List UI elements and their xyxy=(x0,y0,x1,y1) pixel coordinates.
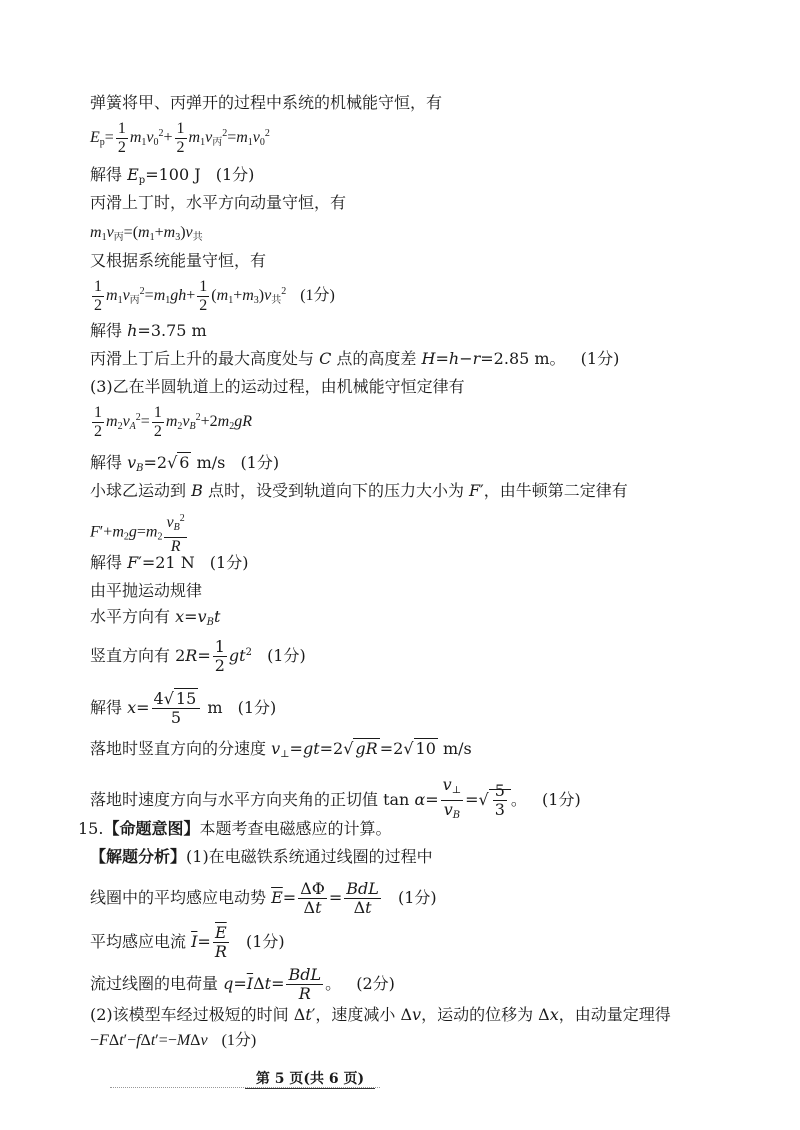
text-part-3: (3)乙在半圆轨道上的运动过程，由机械能守恒定律有 xyxy=(90,377,465,396)
equation-impulse: −FΔt′−fΔt′=−MΔv (1分) xyxy=(90,1032,257,1049)
result-tangent: 落地时速度方向与水平方向夹角的正切值 tan α= $\frac{v_\perp}{v_B}$ =√ $\frac{5}{3}$ 。 (1分) xyxy=(90,775,581,821)
equation-horizontal: 水平方向有 $x=v_Bt$ xyxy=(90,607,221,628)
question-15-intent: 15.【命题意图】本题考查电磁感应的计算。 xyxy=(78,819,392,838)
page-footer: 第 5 页(共 6 页) xyxy=(245,1068,375,1089)
text-line-16: 由平抛运动规律 xyxy=(90,581,203,600)
equation-emf: 线圈中的平均感应电动势 $\overline{E}=$ $\frac{\Delta\Phi}{\Delta t}$ = $\frac{\text{BdL}}{\Delta t}$ (1分) xyxy=(90,879,437,917)
text-line-4: 丙滑上丁时，水平方向动量守恒，有 xyxy=(90,193,347,212)
equation-momentum: $m_1v_丙=(m_1+m_3)v_共$ xyxy=(90,224,203,243)
text-line-13: 小球乙运动到 B 点时，设受到轨道向下的压力大小为 F′，由牛顿第二定律有 xyxy=(90,481,628,500)
text-line-6: 又根据系统能量守恒，有 xyxy=(90,251,267,270)
result-vertical-velocity: 落地时竖直方向的分速度 $v_\perp=gt=2√$ gR =2√ 10 m/s xyxy=(90,739,472,760)
text-line-1: 弹簧将甲、丙弹开的过程中系统的机械能守恒，有 xyxy=(90,93,443,112)
result-x: 解得 x= $\frac{4√ 15}{5}$ m (1分) xyxy=(90,689,277,727)
result-vb: 解得 $v_B=2√$ 6 m/s (1分) xyxy=(90,453,280,474)
equation-energy-system: $\frac{1}{2}$ $m_1v_丙^2=m_1gh+$ $\frac{1}{2}$ $(m_1+m_3)v_共^2$ (1分) xyxy=(94,278,335,314)
equation-vertical: 竖直方向有 2R= $\frac{1}{2}$ $gt^2$ (1分) xyxy=(90,637,306,675)
equation-newton: $F'+m_2g=m_2$ $\frac{v_B^2}{R}$ xyxy=(90,510,189,556)
analysis-heading: 【解题分析】(1)在电磁铁系统通过线圈的过程中 xyxy=(90,847,433,866)
equation-current: 平均感应电流 $\overline{I}=$ $\frac{\overline{E}}{R}$ (1分) xyxy=(90,923,285,961)
equation-energy-conservation: $E_p=$ $\frac{1}{2}$ $m_1v_0^2+$ $\frac{1}{2}$ $m_1v_丙^2=m_1v_0^2$ xyxy=(90,120,270,156)
equation-semicircle: $\frac{1}{2}$ $m_2v_A^2=$ $\frac{1}{2}$ $m_2v_B^2+2m_2gR$ xyxy=(94,404,252,440)
result-h: 解得 h=3.75 m xyxy=(90,321,207,340)
result-height-difference: 丙滑上丁后上升的最大高度处与 C 点的高度差 H=h−r=2.85 m。 (1分) xyxy=(90,349,620,368)
text-part-2: (2)该模型车经过极短的时间 Δt′，速度减小 Δv，运动的位移为 Δx，由动量定理得 xyxy=(90,1005,671,1024)
result-ep: 解得 $E_p=100$ J (1分) xyxy=(90,165,255,186)
result-force: 解得 F′=21 N (1分) xyxy=(90,553,249,572)
equation-charge: 流过线圈的电荷量 $q=\overline{I}\Delta t=$ $\frac{\text{BdL}}{R}$ 。 (2分) xyxy=(90,965,395,1003)
